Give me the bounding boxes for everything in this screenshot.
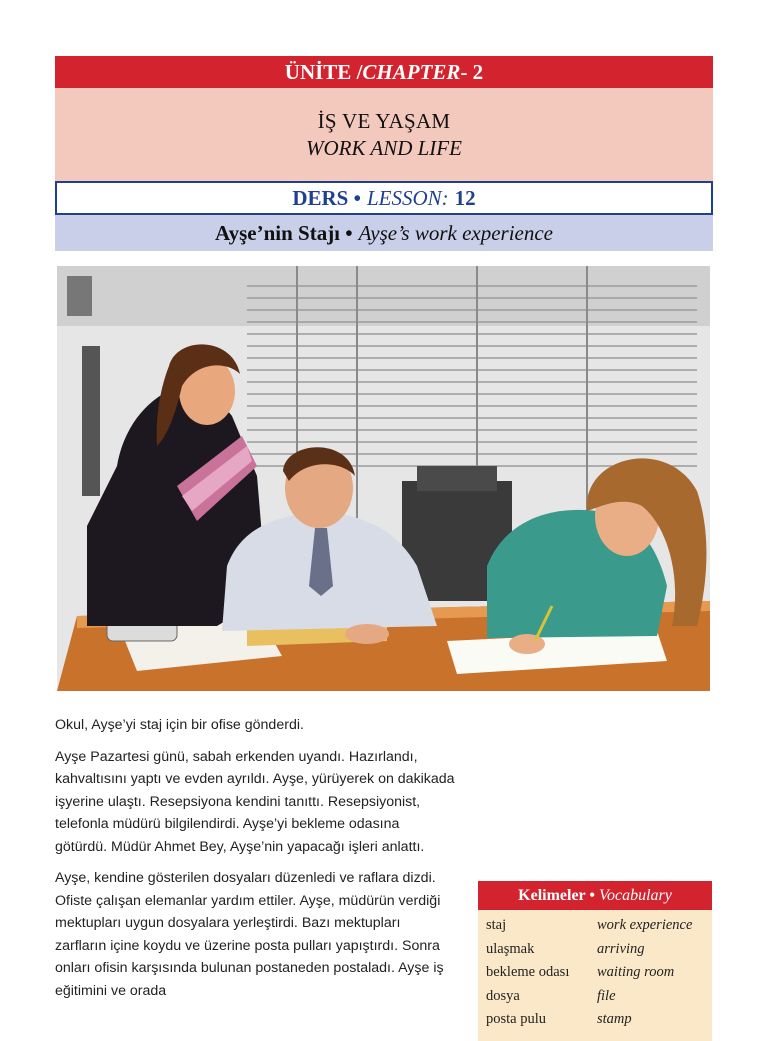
lesson-title-en: Ayşe’s work experience: [358, 220, 553, 245]
vocabulary-header: [478, 881, 712, 910]
unit-title-tr: İŞ VE YAŞAM: [317, 108, 451, 133]
vocabulary-title-en: Vocabulary: [598, 886, 672, 904]
lesson-header: [55, 181, 713, 215]
vocabulary-box: [478, 881, 712, 1041]
vocabulary-title-tr: Kelimeler •: [518, 886, 595, 904]
vocab-term-en: work experience: [597, 917, 693, 934]
paragraph: Ayşe Pazartesi günü, sabah erkenden uyandı. Hazırlandı, kahvaltısını yaptı ve evden ayrıldı. Ayşe, yürüyerek on dakikada işyerine ulaştı. Resepsiyona kendini tanıttı. Resepsiyonist, telefonla müdürü bilgilendirdi. Ayşe’yi bekleme odasına götürdü. Müdür Ahmet Bey, Ayşe’nin yapacağı işleri anlattı.: [55, 748, 455, 855]
vocab-term-en: waiting room: [597, 964, 675, 981]
office-workers-illustration: [57, 266, 710, 691]
chapter-number: - 2: [460, 59, 484, 84]
chapter-header: [55, 56, 713, 88]
vocabulary-row: [486, 914, 692, 938]
chapter-label-en: CHAPTER: [362, 59, 461, 84]
vocab-term-en: file: [597, 987, 616, 1004]
lesson-label-tr: DERS •: [292, 185, 361, 210]
vocab-term-tr: bekleme odası: [486, 964, 570, 981]
lesson-label-en: LESSON:: [366, 185, 449, 210]
lesson-title: [55, 215, 713, 251]
paragraph: Okul, Ayşe’yi staj için bir ofise gönderdi.: [55, 717, 304, 733]
chapter-label-tr: ÜNİTE /: [284, 59, 363, 84]
vocabulary-table: [486, 914, 692, 1032]
unit-title-en: WORK AND LIFE: [306, 135, 462, 160]
vocabulary-row: [486, 1008, 692, 1032]
unit-title-block: [55, 88, 713, 181]
vocabulary-row: [486, 985, 692, 1009]
paragraph: Ayşe, kendine gösterilen dosyaları düzenledi ve raflara dizdi. Ofiste çalışan elemanlar yardım ettiler. Ayşe, müdürün verdiği mektupları uygun dosyalara yerleştirdi. Bazı mektupları zarfların içine koydu ve üzerine posta pulları yapıştırdı. Sonra onları ofisin karşısında bulunan postaneden postaladı. Ayşe iş eğitimini ve orada: [55, 870, 444, 999]
vocab-term-tr: posta pulu: [486, 1011, 547, 1028]
vocab-term-en: stamp: [597, 1011, 632, 1028]
vocab-term-en: arriving: [597, 940, 645, 957]
vocabulary-row: [486, 938, 692, 962]
story-text: [55, 714, 455, 1011]
lesson-title-tr: Ayşe’nin Stajı •: [214, 220, 353, 245]
vocab-term-tr: ulaşmak: [486, 940, 535, 957]
vocab-term-tr: staj: [486, 917, 507, 934]
lesson-number: 12: [454, 185, 476, 210]
vocabulary-row: [486, 961, 692, 985]
vocab-term-tr: dosya: [486, 987, 520, 1004]
